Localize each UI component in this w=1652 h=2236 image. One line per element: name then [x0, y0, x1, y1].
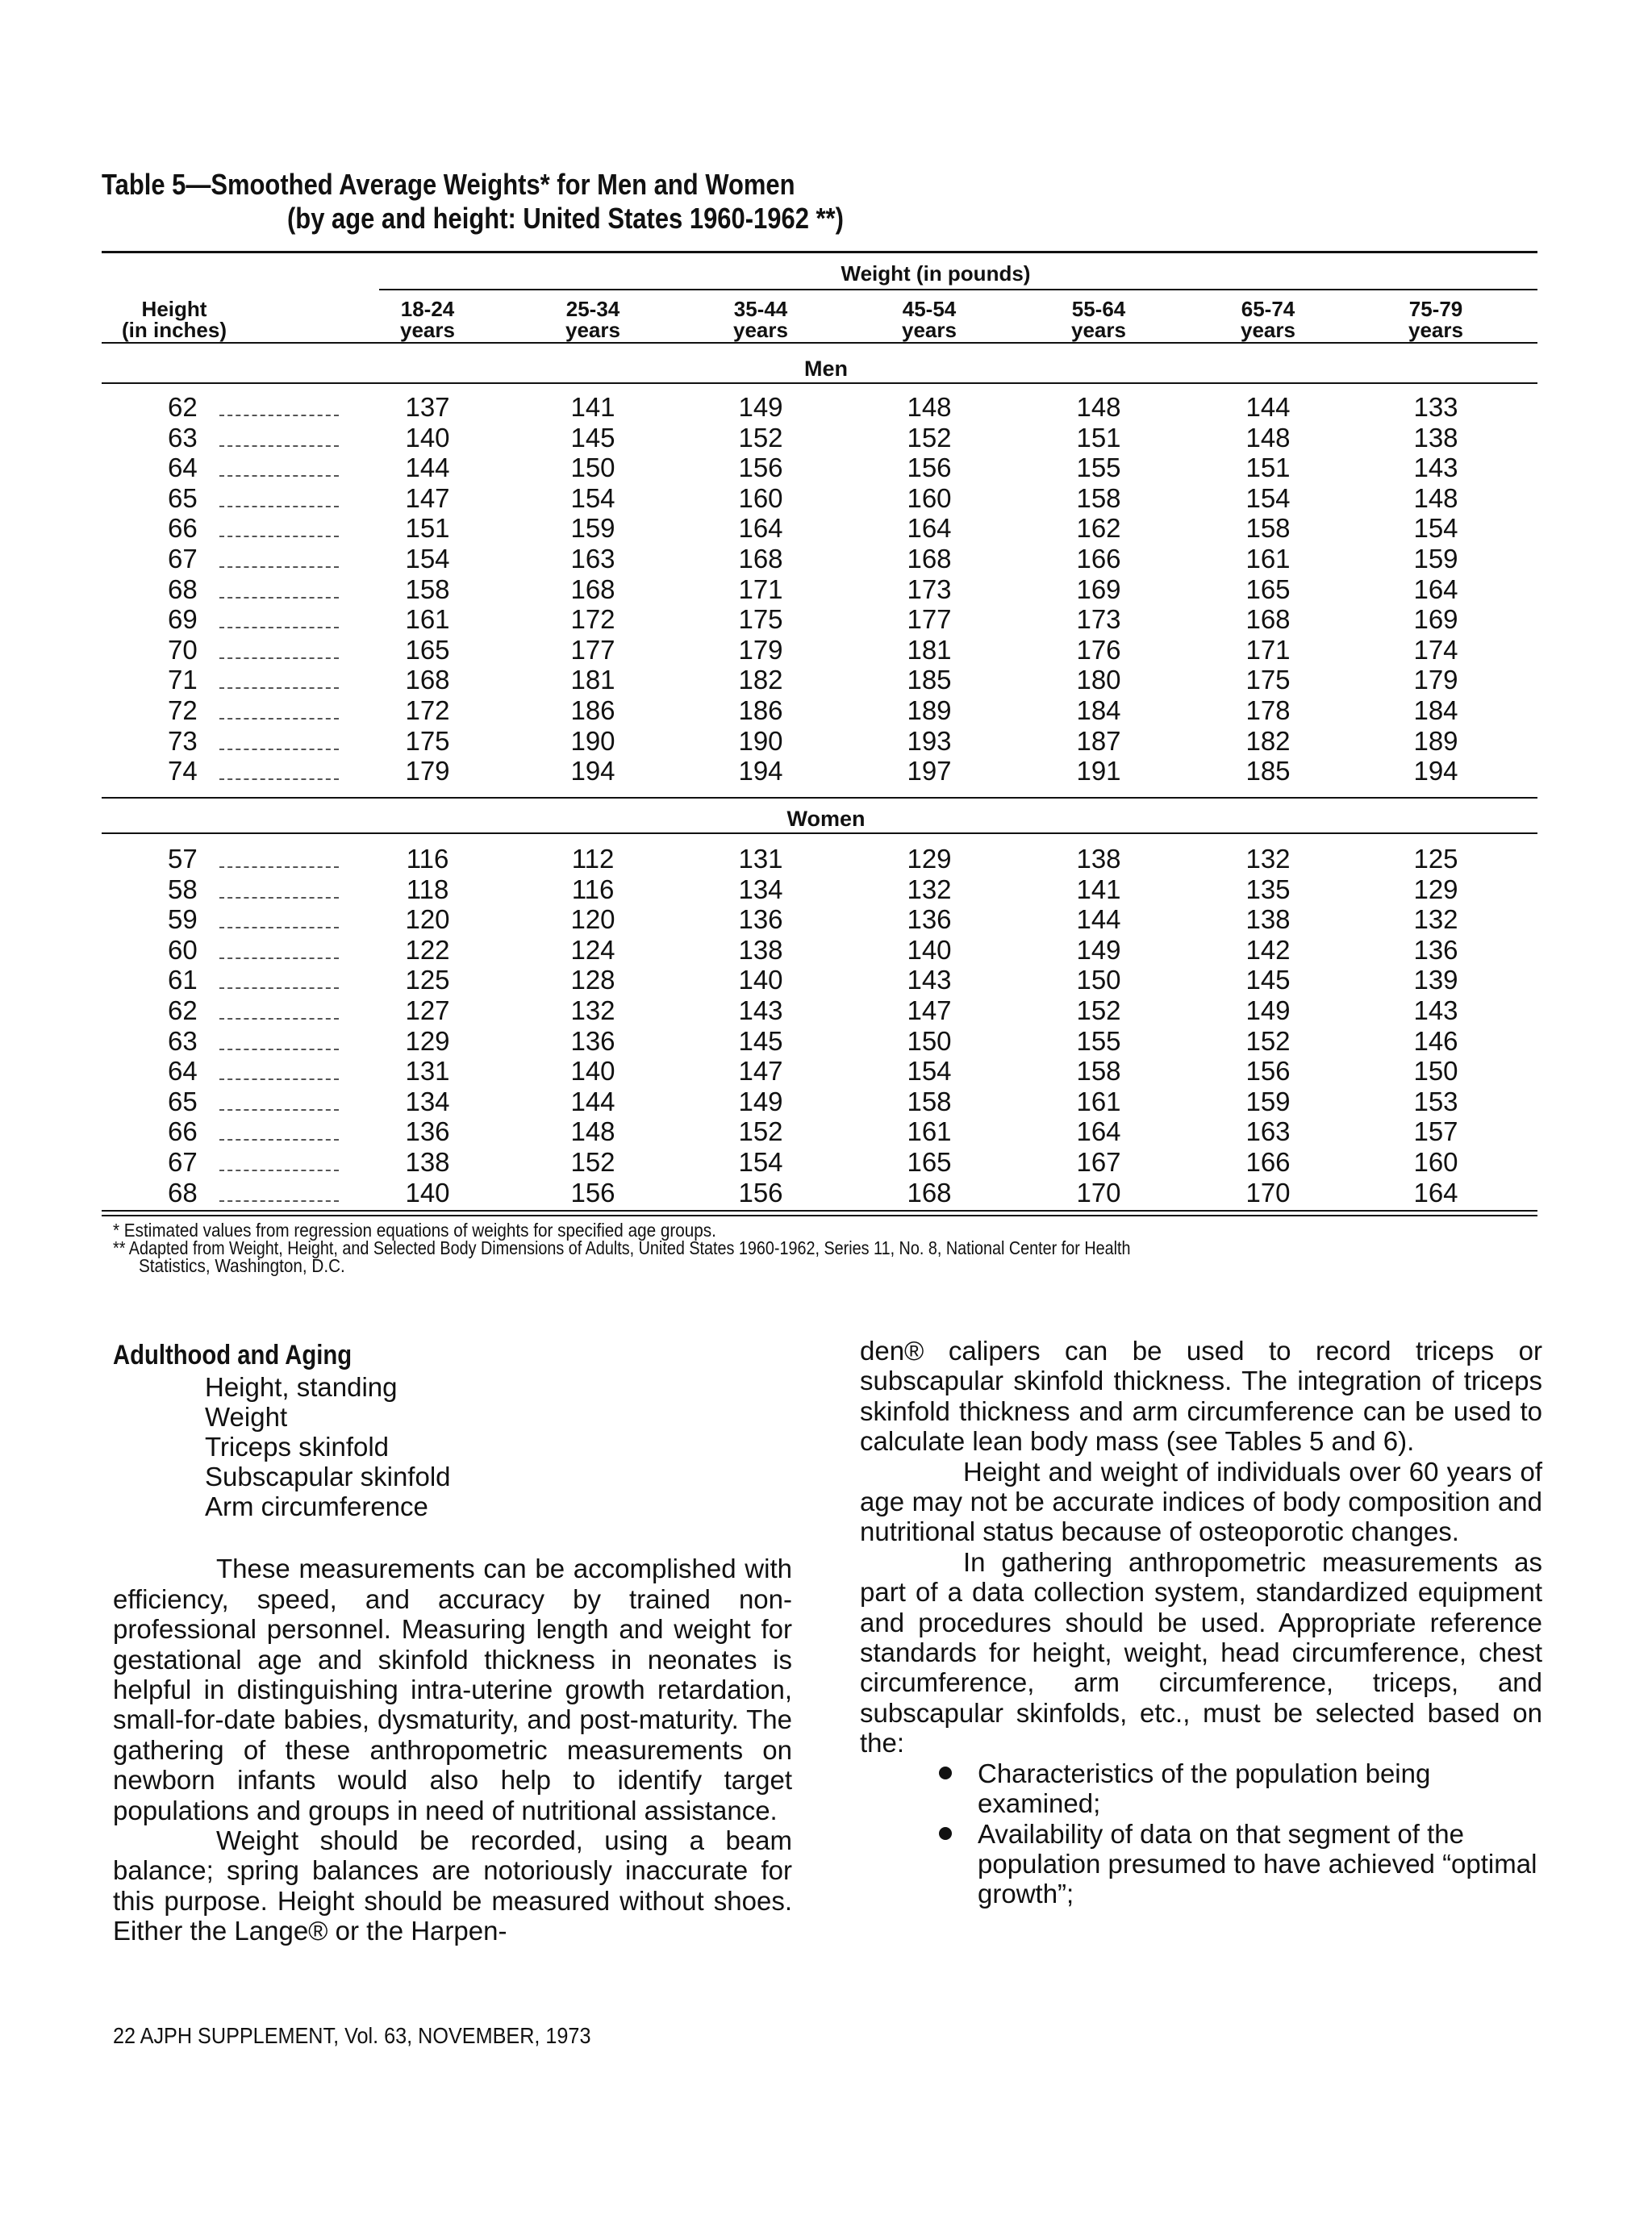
weight-cell: 133 [1413, 392, 1458, 422]
weight-cell: 181 [570, 665, 615, 695]
weight-cell: 156 [907, 453, 952, 483]
age-group-header: 75-79 years [1408, 297, 1463, 342]
list-item: Height, standing [205, 1372, 398, 1403]
weight-cell: 131 [738, 844, 783, 874]
dot-leader [219, 597, 339, 599]
weight-cell: 193 [907, 725, 952, 756]
weight-cell: 142 [1245, 934, 1291, 965]
weight-cell: 171 [1245, 634, 1291, 665]
dot-leader [219, 987, 339, 989]
weight-cell: 177 [570, 634, 615, 665]
weight-cell: 154 [738, 1147, 783, 1177]
weight-cell: 145 [738, 1025, 783, 1056]
weight-header: Weight (in pounds) [841, 261, 1031, 286]
weight-cell: 151 [1245, 453, 1291, 483]
age-group-header: 55-64 years [1071, 297, 1126, 342]
weight-cell: 116 [406, 844, 449, 874]
women-section-top-rule [102, 797, 1537, 799]
men-section-rule [102, 382, 1537, 384]
list-item: Weight [205, 1402, 288, 1433]
men-section-label: Men [804, 357, 848, 381]
weight-cell: 158 [1245, 513, 1291, 544]
weight-cell: 158 [1076, 482, 1121, 513]
weight-cell: 160 [738, 482, 783, 513]
dot-leader [219, 566, 339, 568]
age-group-header: 35-44 years [733, 297, 788, 342]
weight-cell: 138 [1245, 904, 1291, 935]
height-cell: 71 [168, 665, 198, 695]
dot-leader [219, 1018, 339, 1020]
weight-cell: 140 [907, 934, 952, 965]
bullet-icon [939, 1767, 952, 1779]
footnote-estimated: * Estimated values from regression equations of weights for specified age groups. [113, 1220, 716, 1241]
weight-cell: 150 [907, 1025, 952, 1056]
weight-cell: 178 [1245, 695, 1291, 725]
weight-cell: 129 [907, 844, 952, 874]
weight-cell: 197 [907, 756, 952, 786]
weight-cell: 150 [1413, 1056, 1458, 1087]
weight-cell: 158 [907, 1086, 952, 1116]
weight-cell: 138 [1076, 844, 1121, 874]
weight-cell: 189 [1413, 725, 1458, 756]
height-cell: 63 [168, 1025, 198, 1056]
weight-cell: 179 [405, 756, 450, 786]
weight-cell: 165 [907, 1147, 952, 1177]
weight-cell: 170 [1245, 1177, 1291, 1208]
weight-cell: 137 [405, 392, 450, 422]
height-cell: 60 [168, 934, 198, 965]
weight-cell: 184 [1076, 695, 1121, 725]
paragraph: Weight should be recorded, using a beam balance; spring balances are notoriously inaccurate for this purpose. Height should be measured without shoes. Either the Lange® or the Harpen- [113, 1825, 792, 1946]
dot-leader [219, 657, 339, 659]
weight-cell: 150 [570, 453, 615, 483]
age-group-header: 45-54 years [902, 297, 957, 342]
dot-leader [219, 897, 339, 899]
list-item: Triceps skinfold [205, 1432, 390, 1462]
height-cell: 64 [168, 453, 198, 483]
dot-leader [219, 627, 339, 628]
weight-cell: 138 [1413, 422, 1458, 453]
height-cell: 66 [168, 1116, 198, 1147]
weight-cell: 164 [1413, 1177, 1458, 1208]
weight-cell: 187 [1076, 725, 1121, 756]
weight-cell: 149 [738, 1086, 783, 1116]
height-cell: 68 [168, 574, 198, 604]
weight-header-rule [379, 289, 1537, 290]
dot-leader [219, 1078, 339, 1080]
height-cell: 57 [168, 844, 198, 874]
weight-cell: 147 [405, 482, 450, 513]
weight-cell: 157 [1413, 1116, 1458, 1147]
height-cell: 58 [168, 874, 198, 904]
height-cell: 74 [168, 756, 198, 786]
table-top-rule [102, 251, 1537, 253]
paragraph: In gathering anthropometric measurements as part of a data collection system, standardized equipment and procedures should be used. Appropriate reference standards for height, weight, head circumference, chest circumference, arm circumference, triceps, and subscapular skinfolds, etc., must be selected based on the: [860, 1546, 1542, 1758]
weight-cell: 143 [907, 965, 952, 995]
list-item: Arm circumference [205, 1491, 428, 1522]
weight-cell: 175 [738, 604, 783, 635]
weight-cell: 151 [1076, 422, 1121, 453]
footnote-source: ** Adapted from Weight, Height, and Selected Body Dimensions of Adults, United States 1960-1962, Series 11, No. 8, National Center for Health [113, 1237, 1131, 1258]
weight-cell: 140 [405, 1177, 450, 1208]
weight-cell: 120 [405, 904, 450, 935]
weight-cell: 172 [405, 695, 450, 725]
weight-cell: 152 [570, 1147, 615, 1177]
weight-cell: 122 [405, 934, 450, 965]
weight-cell: 161 [1245, 544, 1291, 574]
dot-leader [219, 415, 339, 416]
weight-cell: 152 [907, 422, 952, 453]
weight-cell: 132 [1245, 844, 1291, 874]
weight-cell: 138 [738, 934, 783, 965]
weight-cell: 139 [1413, 965, 1458, 995]
weight-cell: 156 [570, 1177, 615, 1208]
bullet-icon [939, 1827, 952, 1840]
weight-cell: 132 [907, 874, 952, 904]
weight-cell: 160 [907, 482, 952, 513]
weight-cell: 149 [1245, 995, 1291, 1025]
weight-cell: 173 [907, 574, 952, 604]
weight-cell: 150 [1076, 965, 1121, 995]
weight-cell: 184 [1413, 695, 1458, 725]
weight-cell: 146 [1413, 1025, 1458, 1056]
weight-cell: 186 [738, 695, 783, 725]
weight-cell: 124 [570, 934, 615, 965]
weight-cell: 154 [1413, 513, 1458, 544]
weight-cell: 140 [405, 422, 450, 453]
weight-cell: 112 [571, 844, 615, 874]
weight-cell: 182 [738, 665, 783, 695]
weight-cell: 143 [738, 995, 783, 1025]
weight-cell: 143 [1413, 995, 1458, 1025]
weight-cell: 173 [1076, 604, 1121, 635]
weight-cell: 136 [907, 904, 952, 935]
weight-cell: 165 [405, 634, 450, 665]
weight-cell: 186 [570, 695, 615, 725]
weight-cell: 148 [1076, 392, 1121, 422]
dot-leader [219, 1109, 339, 1111]
height-cell: 62 [168, 392, 198, 422]
weight-cell: 175 [405, 725, 450, 756]
dot-leader [219, 475, 339, 477]
dot-leader [219, 1049, 339, 1050]
weight-cell: 134 [405, 1086, 450, 1116]
weight-cell: 153 [1413, 1086, 1458, 1116]
dot-leader [219, 749, 339, 750]
weight-cell: 166 [1076, 544, 1121, 574]
weight-cell: 180 [1076, 665, 1121, 695]
weight-cell: 160 [1413, 1147, 1458, 1177]
dot-leader [219, 506, 339, 507]
weight-cell: 154 [405, 544, 450, 574]
weight-cell: 159 [1245, 1086, 1291, 1116]
right-column [860, 1336, 1542, 1909]
age-group-header: 65-74 years [1241, 297, 1295, 342]
weight-cell: 158 [405, 574, 450, 604]
weight-cell: 168 [405, 665, 450, 695]
weight-cell: 145 [570, 422, 615, 453]
weight-cell: 168 [738, 544, 783, 574]
weight-cell: 148 [1413, 482, 1458, 513]
list-item: Subscapular skinfold [205, 1462, 451, 1492]
height-cell: 59 [168, 904, 198, 935]
weight-cell: 125 [1413, 844, 1458, 874]
dot-leader [219, 718, 339, 720]
weight-cell: 116 [571, 874, 615, 904]
weight-cell: 155 [1076, 453, 1121, 483]
weight-cell: 156 [1245, 1056, 1291, 1087]
weight-cell: 166 [1245, 1147, 1291, 1177]
height-cell: 72 [168, 695, 198, 725]
weight-cell: 148 [907, 392, 952, 422]
weight-cell: 164 [1076, 1116, 1121, 1147]
weight-cell: 190 [570, 725, 615, 756]
weight-cell: 185 [1245, 756, 1291, 786]
age-group-header: 18-24 years [400, 297, 455, 342]
dot-leader [219, 687, 339, 689]
table-title: Table 5—Smoothed Average Weights* for Men and Women [102, 168, 795, 201]
weight-cell: 144 [1076, 904, 1121, 935]
weight-cell: 132 [1413, 904, 1458, 935]
weight-cell: 140 [738, 965, 783, 995]
weight-cell: 129 [1413, 874, 1458, 904]
weight-cell: 174 [1413, 634, 1458, 665]
weight-cell: 159 [570, 513, 615, 544]
weight-cell: 168 [907, 1177, 952, 1208]
weight-cell: 194 [570, 756, 615, 786]
weight-cell: 138 [405, 1147, 450, 1177]
weight-cell: 154 [1245, 482, 1291, 513]
table-bottom-rule [102, 1210, 1537, 1212]
weight-cell: 169 [1076, 574, 1121, 604]
weight-cell: 169 [1413, 604, 1458, 635]
height-cell: 67 [168, 1147, 198, 1177]
dot-leader [219, 1139, 339, 1141]
height-cell: 67 [168, 544, 198, 574]
weight-cell: 125 [405, 965, 450, 995]
dot-leader [219, 1170, 339, 1171]
weight-cell: 159 [1413, 544, 1458, 574]
paragraph: Height and weight of individuals over 60 years of age may not be accurate indices of body composition and nutritional status because of osteoporotic changes. [860, 1456, 1542, 1547]
height-header: Height (in inches) [121, 297, 227, 342]
weight-cell: 164 [738, 513, 783, 544]
weight-cell: 127 [405, 995, 450, 1025]
dot-leader [219, 927, 339, 928]
weight-cell: 163 [570, 544, 615, 574]
weight-cell: 156 [738, 453, 783, 483]
weight-cell: 179 [738, 634, 783, 665]
dot-leader [219, 445, 339, 447]
weight-cell: 136 [570, 1025, 615, 1056]
height-cell: 73 [168, 725, 198, 756]
weight-cell: 152 [738, 1116, 783, 1147]
weight-cell: 141 [1076, 874, 1121, 904]
weight-cell: 140 [570, 1056, 615, 1087]
weight-cell: 141 [570, 392, 615, 422]
women-section-label: Women [786, 807, 866, 831]
weight-cell: 182 [1245, 725, 1291, 756]
height-cell: 61 [168, 965, 198, 995]
weight-cell: 154 [907, 1056, 952, 1087]
table-bottom-rule-2 [102, 1215, 1537, 1216]
height-cell: 68 [168, 1177, 198, 1208]
weight-cell: 162 [1076, 513, 1121, 544]
weight-cell: 148 [1245, 422, 1291, 453]
weight-cell: 120 [570, 904, 615, 935]
bullet-item: Characteristics of the population being examined; [939, 1758, 1542, 1819]
weight-cell: 179 [1413, 665, 1458, 695]
weight-cell: 168 [907, 544, 952, 574]
weight-cell: 168 [1245, 604, 1291, 635]
weight-cell: 161 [1076, 1086, 1121, 1116]
paragraph: den® calipers can be used to record triceps or subscapular skinfold thickness. The integration of triceps skinfold thickness and arm circumference can be used to calculate lean body mass (see Tables 5 and 6). [860, 1336, 1542, 1457]
table-subtitle: (by age and height: United States 1960-1962 **) [287, 202, 844, 235]
weight-cell: 190 [738, 725, 783, 756]
age-group-header: 25-34 years [565, 297, 620, 342]
weight-cell: 189 [907, 695, 952, 725]
weight-cell: 131 [405, 1056, 450, 1087]
weight-cell: 164 [1413, 574, 1458, 604]
bullet-list [860, 1758, 1542, 1909]
weight-cell: 134 [738, 874, 783, 904]
height-cell: 65 [168, 1086, 198, 1116]
weight-cell: 128 [570, 965, 615, 995]
weight-cell: 152 [1245, 1025, 1291, 1056]
weight-cell: 136 [405, 1116, 450, 1147]
weight-cell: 148 [570, 1116, 615, 1147]
weight-cell: 164 [907, 513, 952, 544]
weight-cell: 161 [405, 604, 450, 635]
height-cell: 66 [168, 513, 198, 544]
height-cell: 69 [168, 604, 198, 635]
weight-cell: 144 [405, 453, 450, 483]
weight-cell: 165 [1245, 574, 1291, 604]
weight-cell: 129 [405, 1025, 450, 1056]
weight-cell: 194 [1413, 756, 1458, 786]
weight-cell: 176 [1076, 634, 1121, 665]
dot-leader [219, 536, 339, 537]
weight-cell: 161 [907, 1116, 952, 1147]
weight-cell: 143 [1413, 453, 1458, 483]
bullet-item: Availability of data on that segment of the population presumed to have achieved “optimal growth”; [939, 1819, 1542, 1909]
weight-cell: 144 [570, 1086, 615, 1116]
weight-cell: 151 [405, 513, 450, 544]
left-column [113, 1341, 792, 1946]
weight-cell: 158 [1076, 1056, 1121, 1087]
weight-cell: 149 [738, 392, 783, 422]
weight-cell: 147 [907, 995, 952, 1025]
weight-cell: 118 [406, 874, 449, 904]
women-section-rule [102, 832, 1537, 834]
weight-cell: 177 [907, 604, 952, 635]
weight-cell: 136 [738, 904, 783, 935]
measurement-list [113, 1372, 792, 1521]
weight-cell: 171 [738, 574, 783, 604]
weight-cell: 147 [738, 1056, 783, 1087]
weight-cell: 156 [738, 1177, 783, 1208]
weight-cell: 152 [738, 422, 783, 453]
weight-cell: 145 [1245, 965, 1291, 995]
dot-leader [219, 957, 339, 959]
weight-cell: 194 [738, 756, 783, 786]
footnote-source-cont: Statistics, Washington, D.C. [139, 1255, 345, 1276]
weight-cell: 167 [1076, 1147, 1121, 1177]
height-cell: 62 [168, 995, 198, 1025]
weight-cell: 185 [907, 665, 952, 695]
weight-cell: 175 [1245, 665, 1291, 695]
weight-cell: 144 [1245, 392, 1291, 422]
section-heading: Adulthood and Aging [113, 1340, 353, 1370]
weight-cell: 155 [1076, 1025, 1121, 1056]
weight-cell: 172 [570, 604, 615, 635]
dot-leader [219, 1200, 339, 1202]
weight-cell: 191 [1076, 756, 1121, 786]
weight-cell: 149 [1076, 934, 1121, 965]
weight-cell: 168 [570, 574, 615, 604]
height-cell: 64 [168, 1056, 198, 1087]
height-cell: 70 [168, 634, 198, 665]
dot-leader [219, 866, 339, 868]
weight-cell: 136 [1413, 934, 1458, 965]
dot-leader [219, 778, 339, 780]
height-cell: 63 [168, 422, 198, 453]
page-footer: 22 AJPH SUPPLEMENT, Vol. 63, NOVEMBER, 1973 [113, 2023, 591, 2048]
weight-cell: 132 [570, 995, 615, 1025]
weight-cell: 154 [570, 482, 615, 513]
weight-cell: 181 [907, 634, 952, 665]
weight-cell: 163 [1245, 1116, 1291, 1147]
weight-cell: 170 [1076, 1177, 1121, 1208]
paragraph: These measurements can be accomplished with efficiency, speed, and accuracy by trained non-professional personnel. Measuring length and weight for gestational age and skinfold thickness in neonates is helpful in distinguishing intra-uterine growth retardation, small-for-date babies, dysmaturity, and post-maturity. The gathering of these anthropometric measurements on newborn infants would also help to identify target populations and groups in need of nutritional assistance. [113, 1554, 792, 1825]
height-cell: 65 [168, 482, 198, 513]
weight-cell: 135 [1245, 874, 1291, 904]
weight-cell: 152 [1076, 995, 1121, 1025]
header-bottom-rule [102, 342, 1537, 344]
